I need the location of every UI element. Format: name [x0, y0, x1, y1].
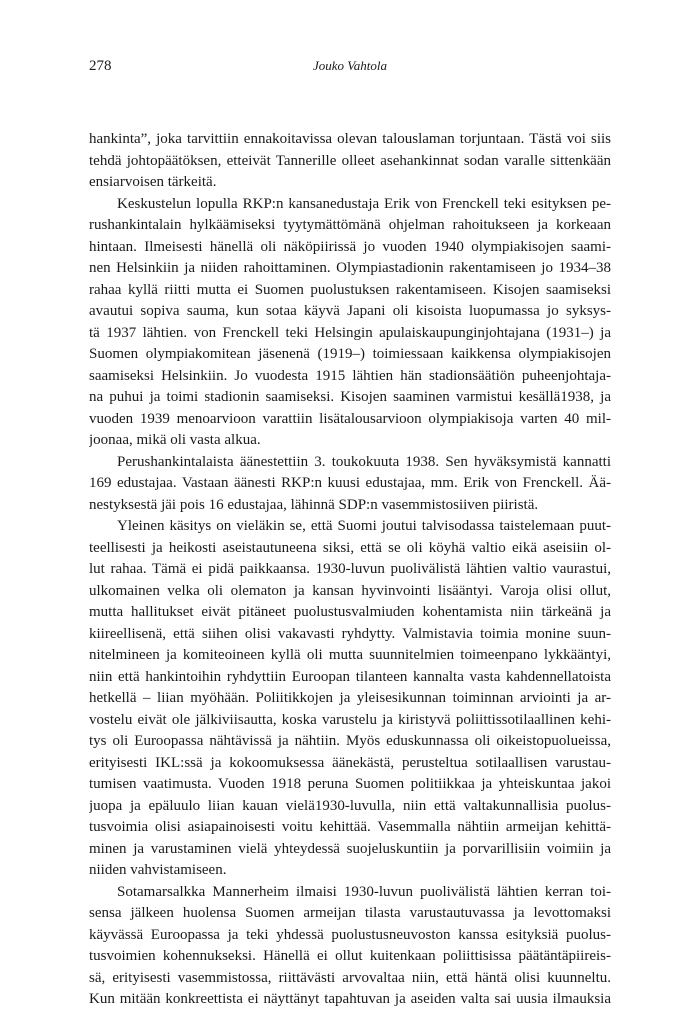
text-line: avautui sopiva sauma, kun sotaa käyvä Japani oli kisoista luopumassa jo syksys- — [89, 303, 611, 319]
paragraph-first-line: Sotamarsalkka Mannerheim ilmaisi 1930-luvun puolivälistä lähtien kerran toi- — [117, 883, 611, 900]
text-line: hetkellä – liian myöhään. Poliitikkojen ja yleisesikunnan toiminnan arviointi ja ar- — [89, 690, 611, 706]
text-line: tusvoimien kohennukseksi. Hänellä ei ollut kuitenkaan poliittisissa päätäntäpiireis- — [89, 948, 611, 964]
text-line: Kun mitään konkreettista ei näyttänyt tapahtuvan ja aseiden valta sai uusia ilmauksia — [89, 991, 611, 1007]
text-line: juopa ja epäluulo liian kauan vielä1930-luvulla, niin että valtakunnallisia puolus- — [89, 797, 611, 814]
text-line: lut rahaa. Tämä ei pidä paikkaansa. 1930-luvun puolivälistä lähtien valtio vaurastui, — [89, 561, 611, 577]
paragraph-first-line: Perushankintalaista äänestettiin 3. toukokuuta 1938. Sen hyväksymistä kannatti — [117, 453, 611, 470]
text-line: niiden vahvistamiseen. — [89, 862, 227, 878]
text-line: kiireellisenä, että siihen olisi vakavasti ryhdytty. Valmistavia toimia monine suun- — [89, 625, 611, 642]
text-line: rahaa kyllä riitti mutta ei Suomen puolustuksen rakentamiseen. Kisojen saamiseksi — [89, 281, 611, 298]
paragraph-first-line: Keskustelun lopulla RKP:n kansanedustaja Erik von Frenckell teki esityksen pe- — [117, 195, 611, 212]
text-line: tehdä johtopäätöksen, etteivät Tannerille olleet asehankinnat sodan varalle sittenkään — [89, 152, 611, 169]
text-line: erityisesti IKL:ssä ja kokoomuksessa äänekästä, perusteltua sotilaallisen varustau- — [89, 754, 611, 771]
text-line: 169 edustajaa. Vastaan äänesti RKP:n kuusi edustajaa, mm. Erik von Frenckell. Ää- — [89, 475, 611, 491]
text-line: saamiseksi Helsinkiin. Jo vuodesta 1915 lähtien hän stadionsäätiön puheenjohtaja- — [89, 367, 611, 384]
text-line: ulkomainen velka oli olematon ja kansan hyvinvointi lisääntyi. Varoja olisi ollut, — [89, 582, 611, 599]
text-line: tä 1937 lähtien. von Frenckell teki Helsingin apulaiskaupunginjohtajana (1931–) ja — [89, 324, 611, 341]
text-line: nestyksestä jäi pois 16 edustajaa, lähinnä SDP:n vasemmistosiiven piiristä. — [89, 496, 539, 513]
text-line: nen Helsinkiin ja niiden rahoittaminen. Olympiastadionin rakentamiseen jo 1934–38 — [89, 260, 611, 276]
text-line: vostelu eivät ole jälkiviisautta, koska varustelu ja kiristyvä poliittissotilaallinen kehi- — [89, 711, 611, 728]
body-text — [89, 129, 611, 1011]
page-number: 278 — [89, 58, 112, 74]
text-line: teellisesti ja heikosti aseistautuneena siksi, että se oli köyhä valtio eikä aseisiin ol- — [89, 539, 611, 556]
running-head — [89, 56, 611, 76]
text-line: na puhui ja toimi stadionin saamiseksi. Kisojen saaminen varmistui kesällä1938, ja — [89, 389, 611, 405]
text-line: minen ja varustaminen vielä yhteydessä suojeluskuntiin ja porvarillisiin voimiin ja — [89, 840, 611, 857]
text-line: tys oli Euroopassa nähtävissä ja nähtiin. Myös eduskunnassa oli oikeistopuolueissa, — [89, 733, 611, 749]
text-line: tusvoimia olisi asiapainoisesti voitu kehittää. Vasemmalla nähtiin armeijan kehittä- — [89, 819, 611, 835]
text-line: tumisen vaatimusta. Vuoden 1918 peruna Suomen politiikkaa ja yhteiskuntaa jakoi — [89, 776, 611, 792]
text-line: nitelmineen ja komiteoineen kyllä oli mutta suunnitelmien toimeenpano lykkääntyi, — [89, 647, 611, 663]
text-line: käyvässä Euroopassa ja teki yhdessä puolustusneuvoston kanssa esityksiä puolus- — [89, 926, 611, 943]
text-line: mutta hallitukset eivät pitäneet puolustusvalmiuden kohentamista niin tärkeänä ja — [89, 604, 611, 620]
text-line: ensiarvoisen tärkeitä. — [89, 174, 217, 190]
text-line: sä, erityisesti vasemmistossa, riittävästi arvovaltaa niin, että häntä olisi kuunneltu. — [89, 969, 611, 986]
running-title: Jouko Vahtola — [312, 58, 387, 73]
text-line: hankinta”, joka tarvittiin ennakoitavissa olevan talouslaman torjuntaan. Tästä voi siis — [89, 131, 611, 147]
text-line: joonaa, mikä oli vasta alkua. — [89, 432, 261, 448]
text-line: sensa jälkeen huolensa Suomen armeijan tilasta varustautuvassa ja levottomaksi — [89, 905, 611, 921]
paragraph-first-line: Yleinen käsitys on vieläkin se, että Suomi joutui talvisodassa taistelemaan puut- — [117, 518, 611, 534]
text-line: vuoden 1939 menoarvioon varattiin lisätalousarvioon olympiakisoja varten 40 mil- — [89, 410, 611, 427]
text-line: hintaan. Ilmeisesti hänellä oli näköpiirissä jo vuoden 1940 olympiakisojen saami- — [89, 238, 611, 255]
text-line: Suomen olympiakomitean jäsenenä (1919–) toimiessaan kaikkensa olympiakisojen — [89, 346, 611, 362]
text-line: rushankintalain hylkäämiseksi tyytymättömänä ohjelman rahoitukseen ja korkeaan — [89, 217, 611, 233]
text-line: niin että hankintoihin ryhdyttiin Euroopan tilanteen kannalta vasta kahdennellatoista — [89, 668, 611, 685]
